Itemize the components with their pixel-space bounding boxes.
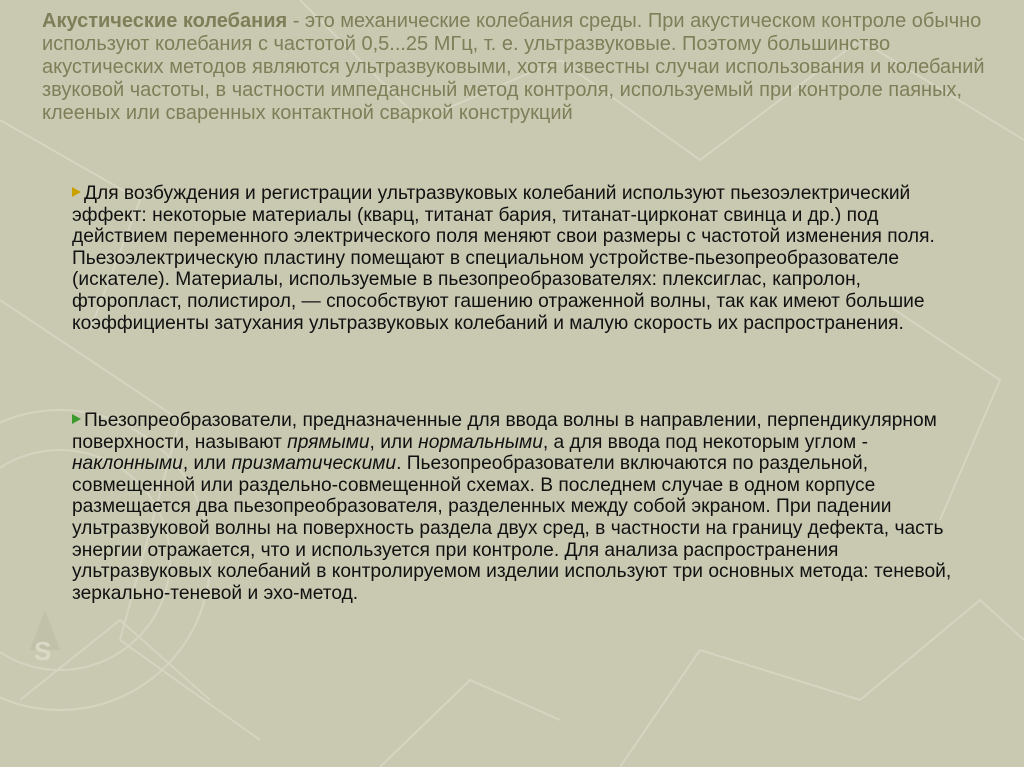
term-normal: нормальными [418,431,543,453]
bullet2-text-1: Пьезопреобразователи, предназначенные для ввода волны в направлении, перпендикулярном поверхности, называют [72,410,937,453]
bullet-arrow-icon [72,414,81,424]
bullet-transducers [72,410,972,604]
bullet2-text-4: , или [182,453,232,475]
bullet2-text-5: . Пьезопреобразователи включаются по раздельной, совмещенной или раздельно-совмещенной схемах. В последнем случае в одном корпусе размещается два пьезопреобразователя, разделенных между собой экраном. При падении ультразвуковой волны на поверхность раздела двух сред, в частности на границу дефекта, часть энергии отражается, что и используется при контроле. Для анализа распространения ультразвуковых колебаний в контролируемом изделии используют три основных метода: теневой, зеркально-теневой и эхо-метод. [72,453,952,604]
term-prismatic: призматическими [231,453,397,475]
bullet-piezo-effect [72,183,972,334]
svg-text:S: S [34,636,52,666]
term-direct: прямыми [287,431,370,453]
intro-term: Акустические колебания [42,10,288,32]
bullet2-text-3: , а для ввода под некоторым углом - [542,431,868,453]
intro-text: - это механические колебания среды. При акустическом контроле обычно используют колебания с частотой 0,5...25 МГц, т. е. ультразвуковые. Поэтому большинство акустических методов являются ультразвуковыми, хотя известны случаи использования и колебаний звуковой частоты, в частности импедансный метод контроля, используемый при контроле паяных, клееных или сваренных контактной сваркой конструкций [42,10,985,124]
bullet1-text: Для возбуждения и регистрации ультразвуковых колебаний используют пьезоэлектрический эффект: некоторые материалы (кварц, титанат бария, титанат-цирконат свинца и др.) под действием переменного электрического поля меняют свои размеры с частотой изменения поля. Пьезоэлектрическую пластину помещают в специальном устройстве-пьезопреобразователе (искателе). Материалы, используемые в пьезопреобразователях: плексиглас, капролон, фторопласт, полистирол, — способствуют гашению отраженной волны, так как имеют большие коэффициенты затухания ультразвуковых колебаний и малую скорость их распространения. [72,183,935,334]
bullet-arrow-icon [72,187,81,197]
bullet2-text-2: , или [369,431,419,453]
term-inclined: наклонными [72,453,183,475]
intro-paragraph [42,10,1002,125]
